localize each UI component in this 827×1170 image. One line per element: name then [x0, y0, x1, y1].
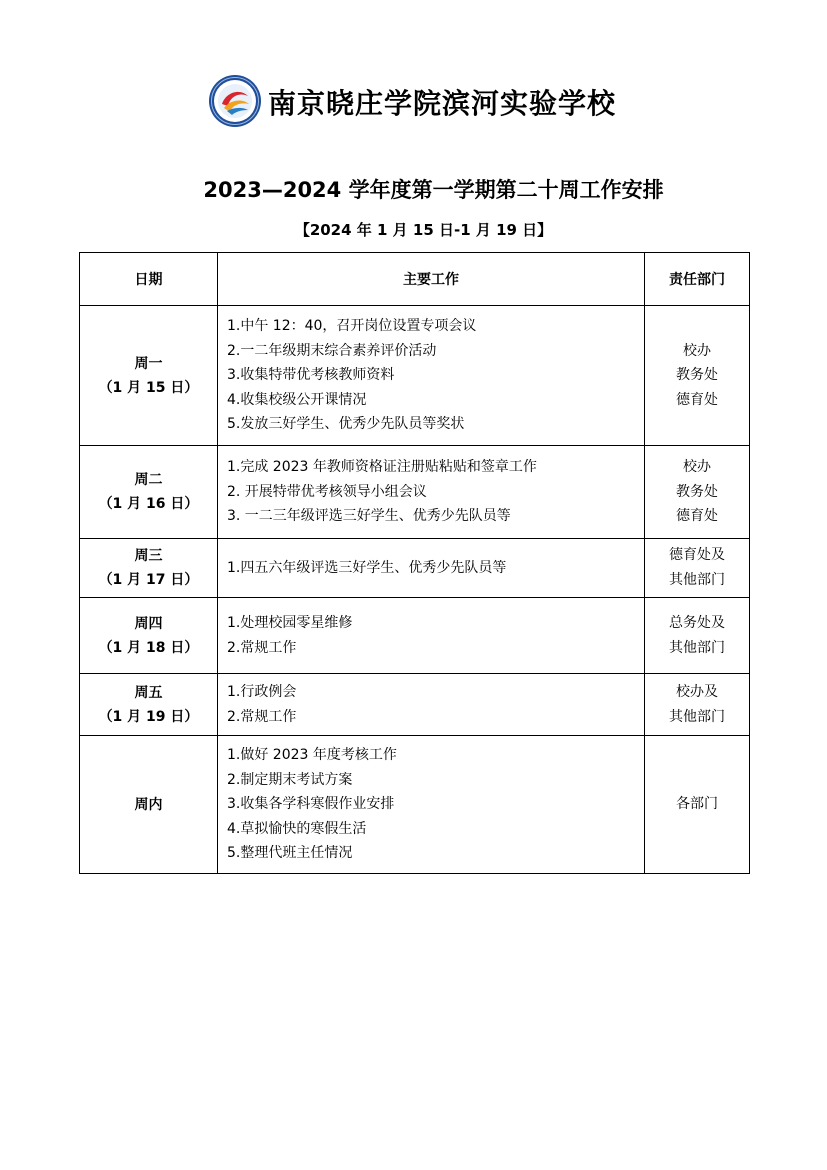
dept-cell: [645, 306, 750, 446]
work-item: 1.四五六年级评选三好学生、优秀少先队员等: [227, 559, 507, 576]
day-name: 周四: [134, 615, 163, 632]
table-row: [80, 598, 750, 674]
day-cell: [80, 539, 218, 598]
day-cell: [80, 674, 218, 736]
work-item: 1.行政例会: [227, 683, 297, 700]
dept-item: 德育处: [676, 391, 718, 408]
work-item: 1.做好 2023 年度考核工作: [227, 747, 397, 764]
work-item: 5.整理代班主任情况: [227, 845, 353, 862]
dept-cell: [645, 446, 750, 539]
dept-item: 其他部门: [669, 639, 725, 656]
dept-item: 校办: [683, 342, 711, 359]
table-row: [80, 674, 750, 736]
schedule-table: [79, 252, 750, 874]
day-date: （1 月 19 日）: [98, 708, 199, 725]
work-cell: [218, 539, 645, 598]
day-cell: [80, 598, 218, 674]
dept-item: 校办及: [676, 683, 718, 700]
dept-item: 总务处及: [669, 614, 725, 631]
work-cell: [218, 736, 645, 874]
dept-item: 其他部门: [669, 708, 725, 725]
work-item: 2.一二年级期末综合素养评价活动: [227, 342, 437, 359]
day-name: 周一: [134, 355, 163, 372]
day-cell: [80, 736, 218, 874]
header-date: 日期: [80, 253, 218, 306]
day-date: （1 月 18 日）: [98, 639, 199, 656]
header-dept: 责任部门: [645, 253, 750, 306]
work-item: 1.完成 2023 年教师资格证注册贴粘贴和签章工作: [227, 459, 537, 476]
work-cell: [218, 306, 645, 446]
work-cell: [218, 446, 645, 539]
dept-cell: [645, 598, 750, 674]
dept-cell: [645, 674, 750, 736]
day-name: 周二: [134, 472, 163, 488]
work-item: 5.发放三好学生、优秀少先队员等奖状: [227, 416, 465, 433]
table-row: [80, 306, 750, 446]
work-item: 2.常规工作: [227, 639, 297, 656]
work-item: 2. 开展特带优考核领导小组会议: [227, 483, 427, 500]
work-cell: [218, 598, 645, 674]
work-item: 3.收集特带优考核教师资料: [227, 367, 395, 384]
work-cell: [218, 674, 645, 736]
dept-item: 教务处: [676, 367, 718, 384]
document-title: 2023—2024 学年度第一学期第二十周工作安排: [203, 178, 664, 202]
dept-item: 各部门: [676, 796, 718, 813]
dept-item: 教务处: [676, 483, 718, 500]
table-row: [80, 736, 750, 874]
day-date: （1 月 15 日）: [98, 379, 199, 396]
school-emblem-icon: [208, 74, 262, 128]
dept-item: 德育处及: [669, 547, 725, 564]
table-row: [80, 539, 750, 598]
dept-cell: [645, 539, 750, 598]
dept-cell: [645, 736, 750, 874]
dept-item: 德育处: [676, 508, 718, 525]
work-item: 4.草拟愉快的寒假生活: [227, 820, 367, 837]
day-cell: [80, 446, 218, 539]
day-name: 周三: [134, 548, 163, 564]
work-item: 1.处理校园零星维修: [227, 614, 353, 631]
day-name: 周五: [134, 684, 163, 701]
header-work: 主要工作: [218, 253, 645, 306]
work-item: 1.中午 12：40，召开岗位设置专项会议: [227, 318, 477, 335]
table-row: [80, 446, 750, 539]
day-date: （1 月 16 日）: [98, 496, 199, 512]
work-item: 2.制定期末考试方案: [227, 771, 353, 788]
work-item: 3. 一二三年级评选三好学生、优秀少先队员等: [227, 508, 511, 525]
work-item: 2.常规工作: [227, 708, 297, 725]
day-date: （1 月 17 日）: [98, 572, 199, 588]
table-header-row: [80, 253, 750, 306]
work-item: 4.收集校级公开课情况: [227, 391, 367, 408]
dept-item: 其他部门: [669, 572, 725, 588]
day-name: 周内: [134, 796, 163, 813]
page-header: [0, 72, 827, 132]
work-item: 3.收集各学科寒假作业安排: [227, 796, 395, 813]
date-range: 【2024 年 1 月 15 日-1 月 19 日】: [294, 221, 553, 239]
school-name: 南京晓庄学院滨河实验学校: [268, 87, 617, 120]
day-cell: [80, 306, 218, 446]
dept-item: 校办: [683, 459, 711, 476]
